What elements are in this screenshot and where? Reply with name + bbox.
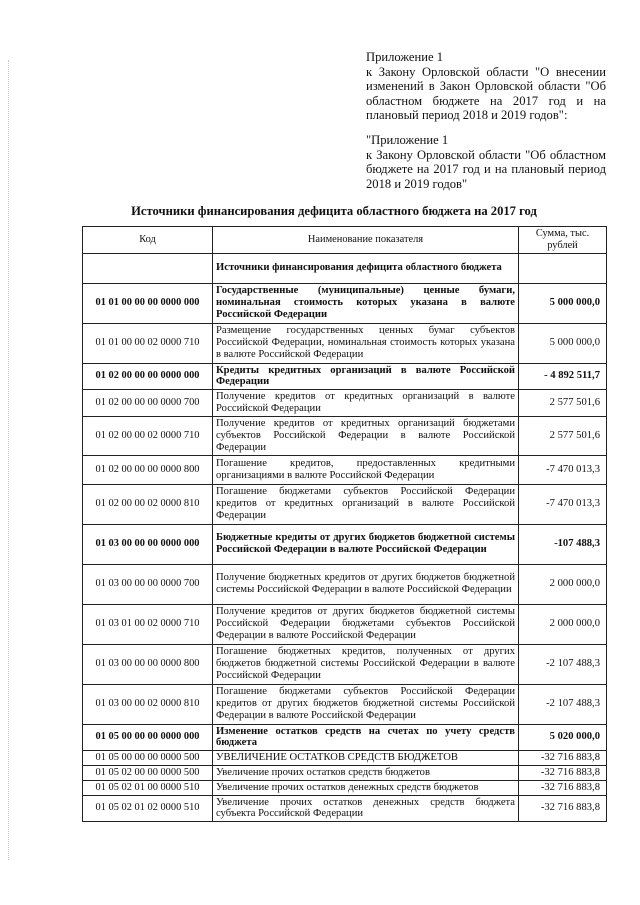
cell-code: 01 01 00 00 02 0000 710	[83, 323, 213, 363]
financing-sources-table	[82, 226, 607, 822]
cell-name: Размещение государственных ценных бумаг субъектов Российской Федерации, номинальная стоимость которых указана в валюте Российской Федерации	[213, 323, 519, 363]
table-body	[83, 253, 607, 822]
cell-name: Получение кредитов от кредитных организаций в валюте Российской Федерации	[213, 390, 519, 417]
appendix-line-3: "Приложение 1	[366, 132, 449, 147]
table-row	[83, 323, 607, 363]
cell-sum: - 4 892 511,7	[519, 363, 607, 390]
table-row	[83, 484, 607, 524]
cell-sum: 2 577 501,6	[519, 390, 607, 417]
cell-code	[83, 253, 213, 283]
table-row	[83, 780, 607, 795]
document-title: Источники финансирования дефицита областного бюджета на 2017 год	[131, 204, 537, 218]
cell-code: 01 05 02 00 00 0000 500	[83, 765, 213, 780]
cell-name: УВЕЛИЧЕНИЕ ОСТАТКОВ СРЕДСТВ БЮДЖЕТОВ	[213, 751, 519, 766]
cell-sum: 5 020 000,0	[519, 724, 607, 751]
cell-code: 01 05 00 00 00 0000 500	[83, 751, 213, 766]
cell-name: Увеличение прочих остатков средств бюджетов	[213, 765, 519, 780]
table-row	[83, 417, 607, 455]
cell-name: Увеличение прочих остатков денежных средств бюджета субъекта Российской Федерации	[213, 795, 519, 822]
cell-code: 01 01 00 00 00 0000 000	[83, 283, 213, 323]
cell-sum: 5 000 000,0	[519, 283, 607, 323]
table-row	[83, 283, 607, 323]
cell-name: Погашение бюджетами субъектов Российской Федерации кредитов от других бюджетов бюджетной системы Российской Федерации в валюте Российской Федерации	[213, 684, 519, 724]
table-row	[83, 765, 607, 780]
cell-name: Бюджетные кредиты от других бюджетов бюджетной системы Российской Федерации в валюте Российской Федерации	[213, 524, 519, 564]
table-row	[83, 604, 607, 644]
cell-code: 01 03 00 00 02 0000 810	[83, 684, 213, 724]
cell-code: 01 02 00 00 02 0000 810	[83, 484, 213, 524]
cell-name: Получение кредитов от кредитных организаций бюджетами субъектов Российской Федерации в валюте Российской Федерации	[213, 417, 519, 455]
table-row	[83, 564, 607, 604]
cell-sum: -32 716 883,8	[519, 751, 607, 766]
cell-sum: -2 107 488,3	[519, 644, 607, 684]
table-row	[83, 751, 607, 766]
table-row	[83, 644, 607, 684]
cell-sum: -32 716 883,8	[519, 765, 607, 780]
header-code: Код	[83, 227, 213, 254]
cell-code: 01 02 00 00 00 0000 000	[83, 363, 213, 390]
cell-name: Увеличение прочих остатков денежных средств бюджетов	[213, 780, 519, 795]
table-header-row	[83, 227, 607, 254]
appendix-line-1: Приложение 1	[366, 50, 444, 64]
cell-code: 01 05 00 00 00 0000 000	[83, 724, 213, 751]
cell-code: 01 05 02 01 02 0000 510	[83, 795, 213, 822]
table-row	[83, 724, 607, 751]
cell-sum: 2 000 000,0	[519, 564, 607, 604]
table-row	[83, 455, 607, 484]
cell-code: 01 02 00 00 00 0000 800	[83, 455, 213, 484]
cell-sum: 2 577 501,6	[519, 417, 607, 455]
cell-name: Кредиты кредитных организаций в валюте Российской Федерации	[213, 363, 519, 390]
table-row	[83, 253, 607, 283]
appendix-note	[366, 50, 606, 191]
cell-code: 01 05 02 01 00 0000 510	[83, 780, 213, 795]
cell-code: 01 03 00 00 00 0000 000	[83, 524, 213, 564]
cell-sum: -32 716 883,8	[519, 795, 607, 822]
cell-sum: 5 000 000,0	[519, 323, 607, 363]
cell-code: 01 03 00 00 00 0000 700	[83, 564, 213, 604]
cell-name: Источники финансирования дефицита областного бюджета	[213, 253, 519, 283]
table-row	[83, 795, 607, 822]
table-row	[83, 684, 607, 724]
header-name: Наименование показателя	[213, 227, 519, 254]
appendix-line-2: к Закону Орловской области "О внесении изменений в Закон Орловской области "Об областном бюджете на 2017 год и на плановый период 2018 и 2019 годов":	[366, 64, 606, 123]
cell-name: Получение кредитов от других бюджетов бюджетной системы Российской Федерации бюджетами субъектов Российской Федерации в валюте Российской Федерации	[213, 604, 519, 644]
cell-sum: -107 488,3	[519, 524, 607, 564]
cell-code: 01 02 00 00 00 0000 700	[83, 390, 213, 417]
cell-sum: 2 000 000,0	[519, 604, 607, 644]
cell-sum: -2 107 488,3	[519, 684, 607, 724]
cell-code: 01 03 01 00 02 0000 710	[83, 604, 213, 644]
cell-name: Государственные (муниципальные) ценные бумаги, номинальная стоимость которых указана в валюте Российской Федерации	[213, 283, 519, 323]
cell-sum: -7 470 013,3	[519, 484, 607, 524]
cell-name: Погашение бюджетных кредитов, полученных от других бюджетов бюджетной системы Российской Федерации в валюте Российской Федерации	[213, 644, 519, 684]
table-row	[83, 363, 607, 390]
cell-name: Погашение кредитов, предоставленных кредитными организациями в валюте Российской Федерации	[213, 455, 519, 484]
cell-sum: -32 716 883,8	[519, 780, 607, 795]
appendix-line-4: к Закону Орловской области "Об областном бюджете на 2017 год и на плановый период 2018 и 2019 годов"	[366, 147, 606, 191]
cell-sum	[519, 253, 607, 283]
cell-name: Получение бюджетных кредитов от других бюджетов бюджетной системы Российской Федерации в валюте Российской Федерации	[213, 564, 519, 604]
margin-binding-dots	[8, 60, 10, 860]
cell-code: 01 03 00 00 00 0000 800	[83, 644, 213, 684]
header-sum: Сумма, тыс. рублей	[519, 227, 607, 254]
cell-sum: -7 470 013,3	[519, 455, 607, 484]
table-row	[83, 390, 607, 417]
cell-code: 01 02 00 00 02 0000 710	[83, 417, 213, 455]
cell-name: Погашение бюджетами субъектов Российской Федерации кредитов от кредитных организаций в валюте Российской Федерации	[213, 484, 519, 524]
table-row	[83, 524, 607, 564]
cell-name: Изменение остатков средств на счетах по учету средств бюджета	[213, 724, 519, 751]
